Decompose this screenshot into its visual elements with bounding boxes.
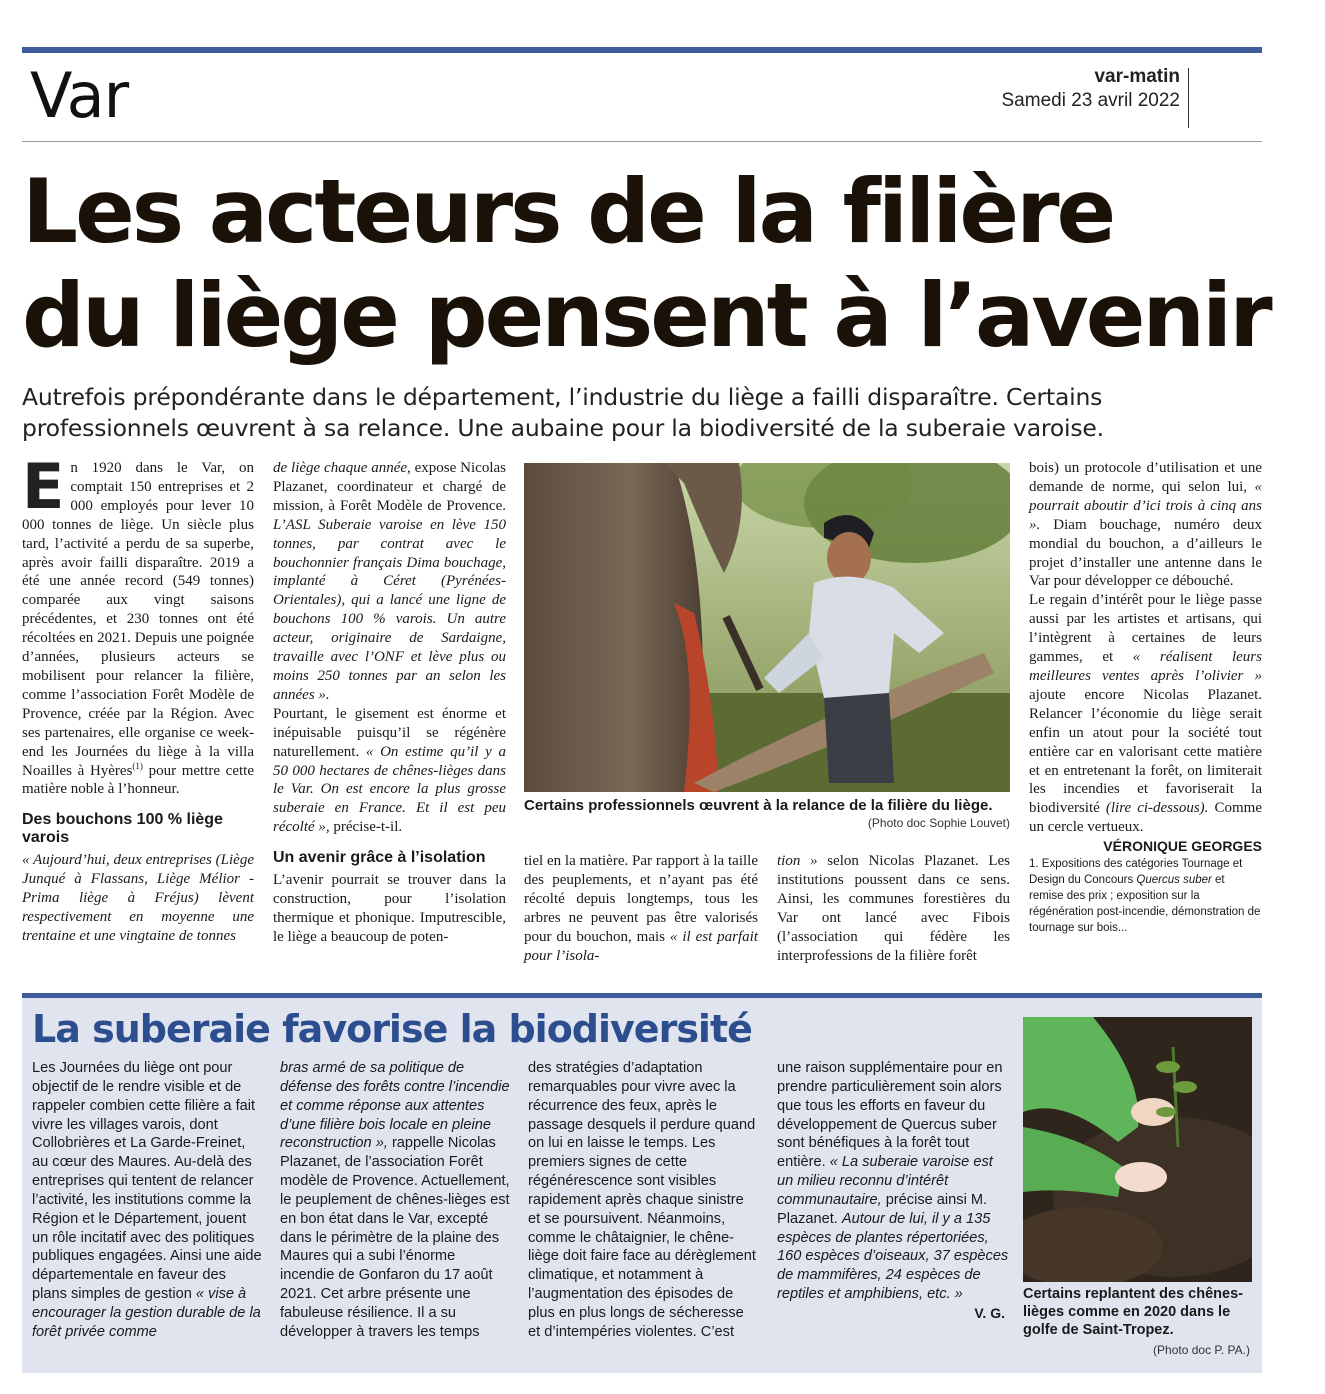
article-column-2: de liège chaque année, expose Nicolas Plazanet, coordinateur et chargé de mission, à Forêt Modèle de Provence. L’ASL Suberaie varoise en lève 150 tonnes, par contrat avec le bouchonnier français Dima bouchage, implanté à Céret (Pyrénées-Orientales), qui a lancé une ligne de bouchons 100 % varois. Un autre acteur, originaire de Sardaigne, travaille avec l’ONF et lève plus ou moins 250 tonnes par an selon les années ». Pourtant, le gisement est énorme et inépuisable puisqu’il se régénère naturellement. « On estime qu’il y a 50 000 hectares de chênes-lièges dans le Var. On est encore la plus grosse suberaie en France. Et il est peu récolté », précise-t-il. Un avenir grâce à l’isolation L’avenir pourrait se trouver dans la construction, pour l’isolation thermique et phonique. Imputrescible, le liège a beaucoup de poten- — [273, 460, 506, 945]
cork-harvest-illustration — [524, 463, 1010, 792]
intro-paragraph: En 1920 dans le Var, on comptait 150 entreprises et 2 000 employés pour lever 10 000 tonnes de liège. Un siècle plus tard, l’activité a perdu de sa superbe, après avoir failli disparaître. 2019 a été une année record (549 tonnes) comparée aux vingt saisons précédentes, et 230 tonnes ont été récoltées en 2021. Depuis une poignée d’années, plusieurs acteurs se mobilisent pour relancer la filière, comme l’association Forêt Modèle de Provence, créée par la Région. Avec ses partenaires, elle organise ce week-end les Journées du liège à la villa Noailles à Hyères$^{(1)}$ pour mettre cette matière noble à l’honneur. — [22, 450, 254, 798]
article-column-4: tion » selon Nicolas Plazanet. Les institutions poussent dans ce sens. Ainsi, les communes forestières du Var ont lancé avec Fibois (l’association qui fédère les interprofessions de la filière forêt — [777, 853, 1010, 964]
masthead — [1002, 66, 1181, 114]
sidebar-box-title: La suberaie favorise la biodiversité — [32, 1007, 752, 1051]
header-rule — [22, 141, 1262, 142]
lead-paragraph: Autrefois prépondérante dans le département, l’industrie du liège a failli disparaître. Certains professionnels œuvrent à sa relance. Une aubaine pour la biodiversité de la suberaie varoise. — [22, 383, 1104, 442]
replanting-illustration — [1023, 1017, 1252, 1282]
box-column-4: une raison supplémentaire pour en prendre particulièrement soin alors que tous les efforts en faveur du développement de Quercus suber sont bénéfiques à la forêt tout entière. « La suberaie varoise est un milieu reconnu d’intérêt communautaire, précise ainsi M. Plazanet. Autour de lui, il y a 135 espèces de plantes répertoriées, 160 espèces d’oiseaux, 37 espèces de mammifères, 24 espèces de reptiles et amphibiens, etc. » V. G. — [777, 1060, 1009, 1321]
photo-caption: Certains professionnels œuvrent à la relance de la filière du liège. — [524, 797, 993, 814]
box-photo-credit: (Photo doc P. PA.) — [1153, 1343, 1250, 1357]
subheading-bouchons: Des bouchons 100 % liège varois — [22, 811, 223, 847]
drop-cap: E — [22, 450, 65, 523]
headline — [22, 160, 1282, 368]
replanting-photo — [1023, 1017, 1252, 1282]
top-rule — [22, 47, 1262, 53]
footnote: 1. Expositions des catégories Tournage et Design du Concours Quercus suber et remise des prix ; exposition sur la régénération post-incendie, démonstration de tournage sur bois... — [1029, 858, 1261, 935]
headline-line1: Les acteurs de la filière — [22, 160, 1114, 263]
box-column-2: bras armé de sa politique de défense des forêts contre l’incendie et comme réponse aux attentes d’une filière bois locale en pleine reconstruction », rappelle Nicolas Plazanet, de l’association Forêt modèle de Provence. Actuellement, le peuplement de chênes-lièges est en bon état dans le Var, excepté dans le périmètre de la plaine des Maures qui a subi l’énorme incendie de Gonfaron du 17 août 2021. Cet arbre présente une fabuleuse résilience. Il a su développer à travers les temps — [280, 1060, 510, 1340]
subheading-isolation: Un avenir grâce à l’isolation — [273, 849, 486, 867]
box-column-3: des stratégies d’adaptation remarquables pour vivre avec la récurrence des feux, après le passage desquels il perdure quand on lui en laisse le temps. Les premiers signes de cette régénérescence sont visibles rapidement après chaque sinistre et se poursuivent. Néanmoins, comme le châtaignier, le chêne-liège doit faire face au dérèglement climatique, et notamment à l’augmentation des épisodes de plus en plus longs de sécheresse et d’intempéries violentes. C’est — [528, 1060, 756, 1340]
article-column-1 — [22, 450, 254, 946]
sidebar-box-rule — [22, 993, 1262, 998]
section-title: Var — [30, 59, 129, 132]
box-photo-caption: Certains replantent des chênes-lièges comme en 2020 dans le golfe de Saint-Tropez. — [1023, 1286, 1243, 1338]
headline-line2: du liège pensent à l’avenir — [22, 264, 1270, 367]
author-signature: VÉRONIQUE GEORGES — [1103, 838, 1262, 855]
cork-harvest-photo — [524, 463, 1010, 792]
box-signature: V. G. — [974, 1304, 1005, 1321]
article-column-3: tiel en la matière. Par rapport à la taille des peuplements, et n’ayant pas été récolté depuis longtemps, tous les arbres ne peuvent pas être valorisés pour du bouchon, mais « il est parfait pour l’isola- — [524, 853, 758, 964]
issue-date: Samedi 23 avril 2022 — [1001, 90, 1180, 111]
box-column-1: Les Journées du liège ont pour objectif de le rendre visible et de rappeler combien cette filière a fait vivre les villages varois, dont Collobrières et La Garde-Freinet, au cœur des Maures. Au-delà des entreprises qui tentent de relancer l’activité, les institutions comme la Région et le Département, jouent un rôle incitatif avec des politiques publiques engagées. Ainsi une aide départementale en faveur des plans simples de gestion « vise à encourager la gestion durable de la forêt privée comme — [32, 1060, 262, 1340]
photo-credit: (Photo doc Sophie Louvet) — [867, 816, 1010, 830]
footnote-ref: (1) — [132, 760, 143, 771]
newspaper-name: var-matin — [1094, 66, 1180, 87]
quote-entreprises: « Aujourd’hui, deux entreprises (Liège Junqué à Flassans, Liège Mélior - Prima liège à Fréjus) lèvent respectivement en moyenne une trentaine et une vingtaine de tonnes — [22, 852, 254, 944]
article-column-5: bois) un protocole d’utilisation et une demande de norme, qui selon lui, « pourrait aboutir d’ici trois à cinq ans ». Diam bouchage, numéro deux mondial du bouchon, a d’ailleurs le projet d’installer une antenne dans le Var pour développer ce débouché. Le regain d’intérêt pour le liège passe aussi par les artistes et artisans, qui l’intègrent à certaines de leurs gammes, et « réalisent leurs meilleures ventes après l’olivier » ajoute encore Nicolas Plazanet. Relancer l’économie du liège serait enfin un atout pour la société tout entière car en valorisant cette matière et en entretenant la forêt, on limiterait les incendies et favoriserait la biodiversité (lire ci-dessous). Comme un cercle vertueux. VÉRONIQUE GEORGES 1. Expositions des catégories Tournage et Design du Concours Quercus suber et remise des prix ; exposition sur la régénération post-incendie, démonstration de tournage sur bois... — [1029, 460, 1262, 935]
masthead-divider — [1188, 68, 1189, 128]
